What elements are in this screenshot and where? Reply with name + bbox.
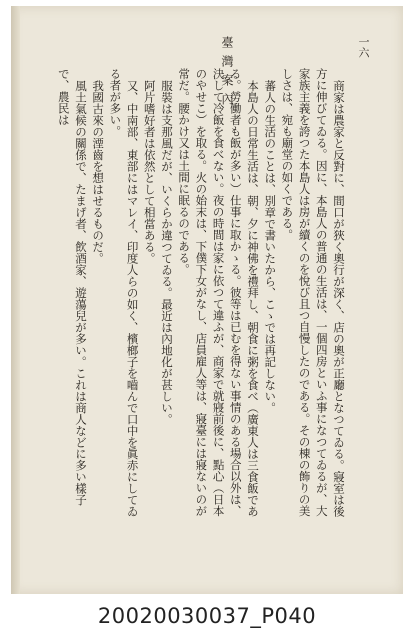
paragraph: 又、中南部、東部にはマレイ、印度人らの如く、檳榔子を嚙んで口中を眞赤にしてゐる者が多い。 — [108, 68, 140, 517]
paragraph: 蕃人の生活のことは、別章で書いたから、こゝでは再記しない。 — [263, 79, 278, 413]
running-head: 臺灣案內 — [220, 36, 234, 112]
book-page — [11, 6, 403, 594]
paragraph: 服裝は支那風だが、いくらか違つてゐる。最近は內地化が甚しい。 — [159, 79, 174, 425]
body-text — [51, 68, 347, 523]
paragraph: 本島人の日常生活は、朝、夕に神佛を禮拜し、朝食に粥を食べ（廣東人は三食飯である。勞働者も飯が多い）仕事に取かゝる。彼等は已むを得ない事情のある場合以外は、決して冷飯を食べない。夜の時間は家に依つて違ふが、商家で就寢前後に、點心（日本のやせこ）を取る。火の始末は、下僕下女がなし、店員雇人等は、寢臺には寢ないのが常だ。腰かけ又は土間に眠るのである。 — [177, 68, 260, 517]
paragraph: 風土氣候の關係で、たまげ者、飲酒家、遊蕩兒が多い。これは商人などに多い樣子で、農民は — [56, 68, 88, 505]
image-caption: 20020030037_P040 — [97, 604, 317, 628]
page-gutter — [11, 6, 20, 594]
paragraph: 我國古來の湮齒を想はせるものだ。 — [91, 79, 106, 264]
paragraph: 商家は農家と反對に、間口が狹く奧行が深く、店の奧が正廳となつてゐる。寢室は後方に伸びてゐる。因に、本島人の普通の生活は、一個四房といふ事になつてゐるが、大家族主義を誇つた本島人は房が續くのを悅び且つ自慢したのである。その棟の飾りの美しさは、宛も廟堂の如くである。 — [280, 68, 346, 517]
page-number: 一六 — [357, 36, 370, 58]
paragraph: 阿片嗜好者は依然として相當ある。 — [142, 79, 157, 264]
